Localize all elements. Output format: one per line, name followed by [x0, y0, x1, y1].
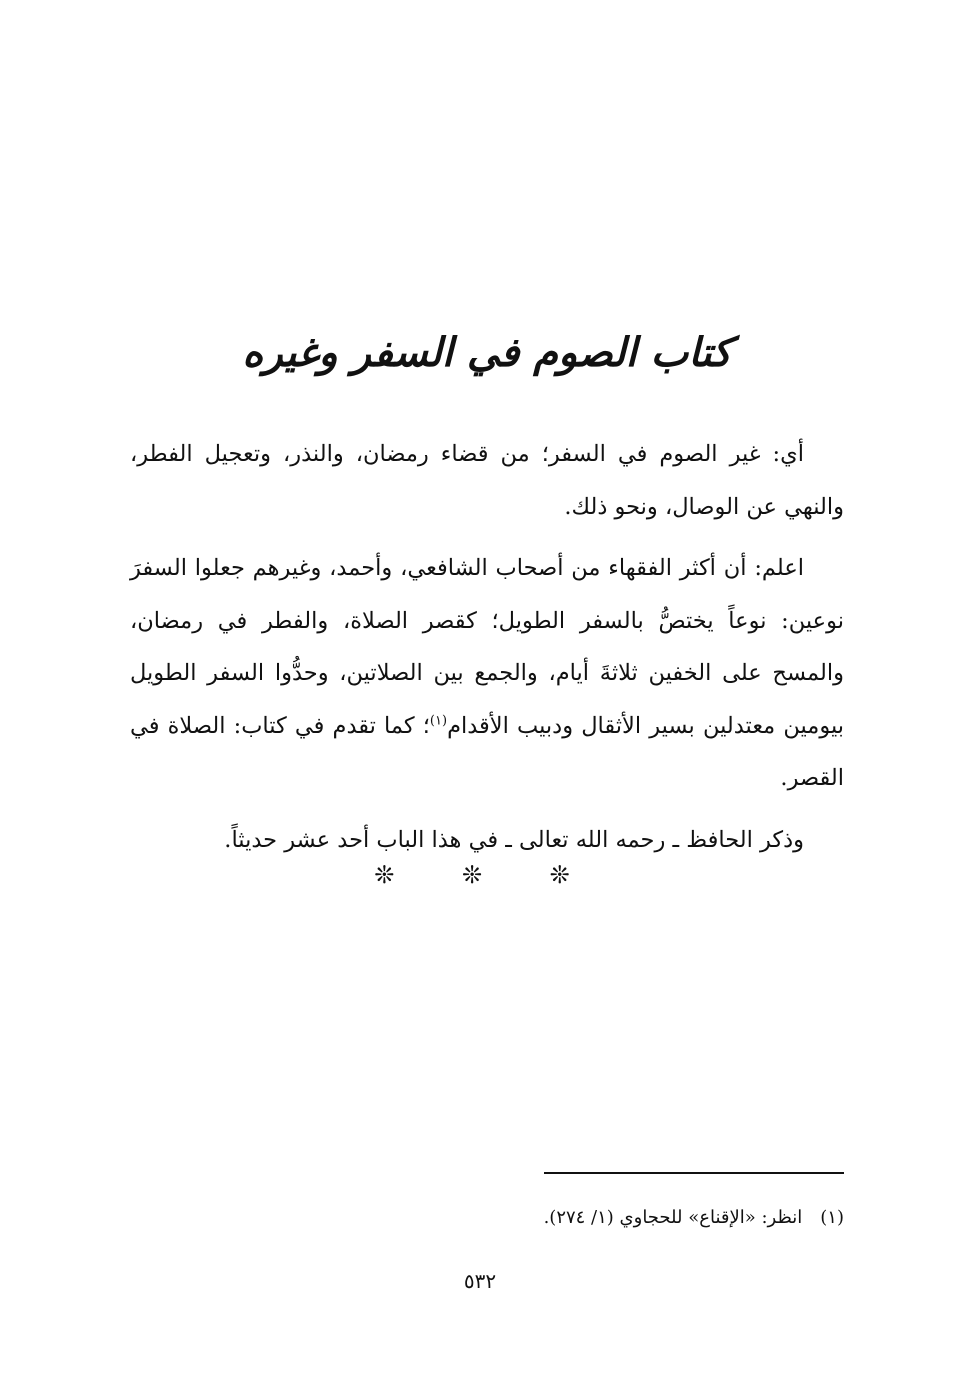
chapter-title: كتاب الصوم في السفر وغيره — [242, 330, 732, 376]
page-number: ٥٣٢ — [463, 1269, 497, 1293]
footnote — [130, 1203, 844, 1233]
fiqh-paragraph-part-1: اعلم: أن أكثر الفقهاء من أصحاب الشافعي، وأحمد، وغيرهم جعلوا السفرَ نوعين: نوعاً يختصُّ بالسفر الطويل؛ كقصر الصلاة، والفطر في رمضان، والمسح على الخفين ثلاثةَ أيام، والجمع بين الصلاتين، وحدُّوا السفر الطويل بيومين معتدلين بسير الأثقال ودبيب الأقدام — [130, 555, 845, 739]
closing-paragraph: وذكر الحافظ ـ رحمه الله تعالى ـ في هذا الباب أحد عشر حديثاً. — [224, 826, 804, 853]
footnote-marker: (١) — [820, 1207, 844, 1228]
fiqh-paragraph-part-2: ؛ كما تقدم في كتاب: الصلاة في القصر. — [130, 712, 844, 791]
footnote-divider — [544, 1172, 844, 1174]
footnote-text: انظر: «الإقناع» للحجاوي (١/ ٢٧٤). — [543, 1207, 803, 1228]
footnote-reference[interactable]: (١) — [429, 713, 448, 728]
fiqh-paragraph — [130, 542, 844, 805]
intro-paragraph: أي: غير الصوم في السفر؛ من قضاء رمضان، والنذر، وتعجيل الفطر، والنهي عن الوصال، ونحو ذلك. — [130, 441, 844, 520]
asterism-separator: ❊ ❊ ❊ — [374, 861, 600, 889]
main-text — [130, 428, 844, 875]
